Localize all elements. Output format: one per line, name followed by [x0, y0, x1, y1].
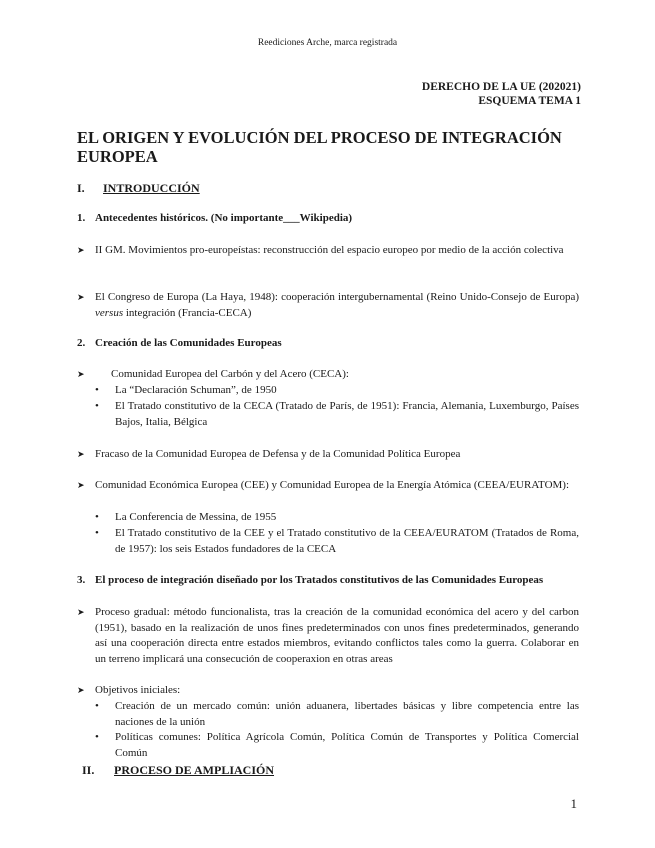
- section-number: II.: [82, 763, 95, 777]
- subsection-heading-proceso: [77, 574, 543, 586]
- arrow-bullet-icon: ➤: [77, 292, 85, 302]
- arrow-bullet-item: [77, 605, 579, 667]
- dot-text: Creación de un mercado común: unión aduanera, libertades básicas y libre competencia entre las naciones de la unión: [115, 700, 579, 728]
- dot-bullet-item: [95, 383, 579, 399]
- dot-bullet-item: [95, 699, 579, 730]
- bullet-text-part: El Congreso de Europa (La Haya, 1948): cooperación intergubernamental (Reino Unido-Consejo de Europa): [95, 291, 579, 303]
- section-heading-introduccion: [77, 181, 200, 196]
- subsection-heading-creacion: [77, 337, 282, 349]
- round-bullet-icon: •: [95, 731, 99, 743]
- arrow-bullet-icon: ➤: [77, 607, 85, 617]
- course-info: [422, 80, 581, 108]
- arrow-bullet-item: [77, 683, 579, 699]
- section-label: PROCESO DE AMPLIACIÓN: [114, 763, 275, 777]
- arrow-bullet-icon: ➤: [77, 369, 85, 379]
- dot-text: El Tratado constitutivo de la CECA (Tratado de París, de 1951): Francia, Alemania, Luxemburgo, Países Bajos, Italia, Bélgica: [115, 400, 579, 428]
- subsection-label: Antecedentes históricos. (No importante___Wikipedia): [95, 212, 353, 224]
- subsection-number: 3.: [77, 574, 86, 586]
- round-bullet-icon: •: [95, 511, 99, 523]
- round-bullet-icon: •: [95, 527, 99, 539]
- subsection-number: 2.: [77, 337, 86, 349]
- bullet-text: Objetivos iniciales:: [95, 684, 181, 696]
- dot-bullet-item: [95, 526, 579, 557]
- dot-bullet-item: [95, 730, 579, 761]
- course-subtitle: ESQUEMA TEMA 1: [478, 95, 581, 107]
- arrow-bullet-item: [77, 290, 579, 321]
- bullet-text-emphasis: versus: [95, 306, 124, 319]
- bullet-text: [95, 290, 579, 321]
- section-number: I.: [77, 181, 85, 195]
- bullet-text: Proceso gradual: método funcionalista, tras la creación de la comunidad económica del acero y del carbon (1951), basado en la realización de unos fines predeterminados con unos fines predeterminados, generando así una cooperación directa entre estados miembros, evitando conflictos tales como la guerra. Colaborar en un terreno implicará una consecución de cooperaxion en otras areas: [95, 606, 579, 665]
- bullet-text: II GM. Movimientos pro-europeístas: reconstrucción del espacio europeo por medio de la acción colectiva: [95, 244, 564, 256]
- bullet-text: Comunidad Europea del Carbón y del Acero (CECA):: [111, 368, 349, 380]
- bullet-text: Fracaso de la Comunidad Europea de Defensa y de la Comunidad Política Europea: [95, 448, 461, 460]
- subsection-label: Creación de las Comunidades Europeas: [95, 337, 282, 349]
- round-bullet-icon: •: [95, 384, 99, 396]
- dot-text: El Tratado constitutivo de la CEE y el Tratado constitutivo de la CEEA/EURATOM (Tratados de Roma, de 1957): los seis Estados fundadores de la CECA: [115, 527, 579, 555]
- arrow-bullet-icon: ➤: [77, 480, 85, 490]
- section-label: INTRODUCCIÓN: [103, 181, 200, 195]
- dot-bullet-item: [95, 399, 579, 430]
- course-title: DERECHO DE LA UE (202021): [421, 81, 581, 93]
- arrow-bullet-icon: ➤: [77, 685, 85, 695]
- section-heading-ampliacion: [82, 763, 274, 778]
- bullet-text-part: integración (Francia-CECA): [123, 306, 252, 319]
- bullet-text: Comunidad Económica Europea (CEE) y Comunidad Europea de la Energía Atómica (CEEA/EURATOM):: [95, 479, 570, 491]
- page-header: Reediciones Arche, marca registrada: [257, 38, 398, 48]
- round-bullet-icon: •: [95, 700, 99, 712]
- subsection-heading-antecedentes: [77, 212, 352, 224]
- page-number: 1: [570, 796, 577, 811]
- subsection-label: El proceso de integración diseñado por los Tratados constitutivos de las Comunidades Europeas: [95, 574, 544, 586]
- subsection-number: 1.: [77, 212, 86, 224]
- arrow-bullet-icon: ➤: [77, 449, 85, 459]
- arrow-bullet-item: [77, 478, 579, 494]
- arrow-bullet-item: [77, 243, 579, 259]
- document-title: EL ORIGEN Y EVOLUCIÓN DEL PROCESO DE INTEGRACIÓN EUROPEA: [77, 128, 562, 166]
- dot-text: Políticas comunes: Política Agrícola Común, Política Común de Transportes y Política Comercial Común: [115, 731, 579, 759]
- arrow-bullet-item: [77, 367, 579, 383]
- dot-bullet-item: [95, 510, 579, 526]
- dot-text: La Conferencia de Messina, de 1955: [115, 511, 277, 523]
- round-bullet-icon: •: [95, 400, 99, 412]
- dot-text: La “Declaración Schuman”, de 1950: [115, 384, 277, 396]
- arrow-bullet-icon: ➤: [77, 245, 85, 255]
- arrow-bullet-item: [77, 447, 579, 463]
